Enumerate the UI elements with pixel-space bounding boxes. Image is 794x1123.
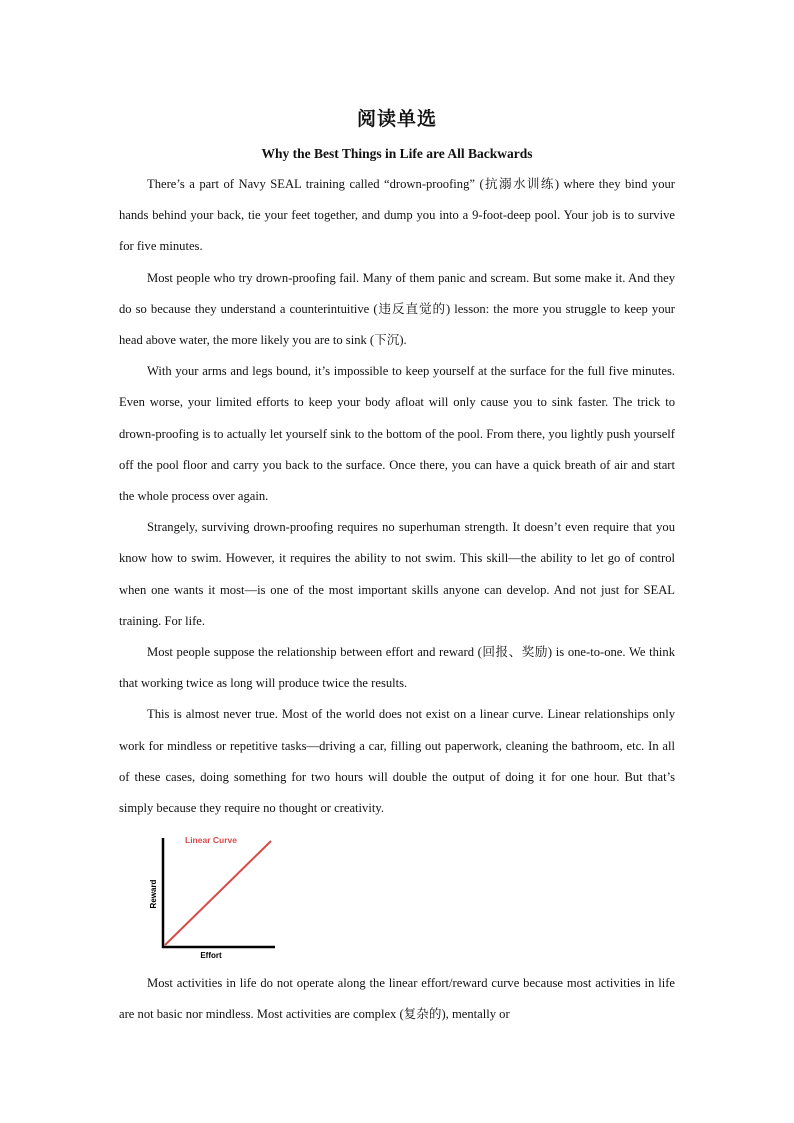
x-axis-label: Effort [200,951,222,961]
paragraph-2: Most people who try drown-proofing fail. Many of them panic and scream. But some make it. And they do so because they understand a counterintuitive (违反直觉的) lesson: the more you struggle to keep your head above water, the more likely you are to sink (下沉). [119,270,675,348]
paragraph-5: Most people suppose the relationship between effort and reward (回报、奖励) is one-to-one. We think that working twice as long will produce twice the results. [119,645,675,691]
page-title: 阅读单选 [356,108,437,130]
linear-curve-line [165,841,271,945]
y-axis-label: Reward [149,879,158,909]
article-title: Why the Best Things in Life are All Backwards [261,146,533,161]
paragraph-6: This is almost never true. Most of the world does not exist on a linear curve. Linear relationships only work for mindless or repetitive tasks—driving a car, filling out paperwork, cleaning the bathroom, etc. In all of these cases, doing something for two hours will double the output of doing it for one hour. But that’s simply because they require no thought or creativity. [119,707,675,816]
paragraph-1: There’s a part of Navy SEAL training called “drown-proofing” (抗溺水训练) where they bind your hands behind your back, tie your feet together, and dump you into a 9-foot-deep pool. Your job is to survive for five minutes. [119,177,675,254]
paragraph-3: With your arms and legs bound, it’s impossible to keep yourself at the surface for the full five minutes. Even worse, your limited efforts to keep your body afloat will only cause you to sink faster. The trick to drown-proofing is to actually let yourself sink to the bottom of the pool. From there, you lightly push yourself off the pool floor and carry you back to the surface. Once there, you can have a quick breath of air and start the whole process over again. [119,364,675,504]
paragraph-4: Strangely, surviving drown-proofing requires no superhuman strength. It doesn’t even require that you know how to swim. However, it requires the ability to not swim. This skill—the ability to let go of control when one wants it most—is one of the most important skills anyone can develop. And not just for SEAL training. For life. [119,520,675,628]
linear-curve-figure [129,830,289,962]
curve-label: Linear Curve [185,835,237,846]
paragraph-7: Most activities in life do not operate along the linear effort/reward curve because most activities in life are not basic nor mindless. Most activities are complex (复杂的), mentally or [119,976,675,1022]
article-body [119,169,675,1031]
